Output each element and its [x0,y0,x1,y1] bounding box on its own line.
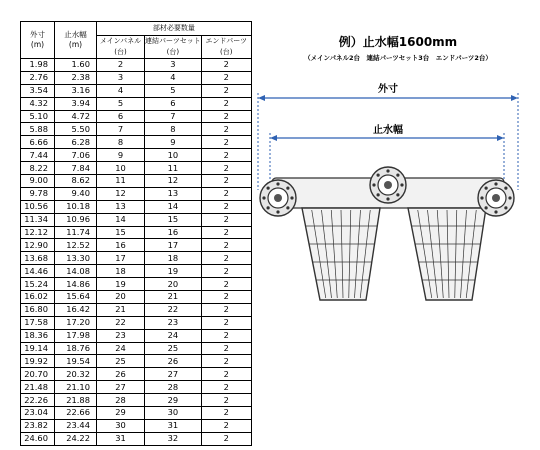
water-width-cell: 20.32 [55,368,97,381]
main-panel-cell: 3 [97,71,145,84]
wheel-bolt [377,174,380,177]
outer-size-cell: 1.98 [21,59,55,72]
water-width-cell: 10.96 [55,213,97,226]
end-parts-cell: 2 [201,59,251,72]
wheel-bolt [508,196,511,199]
main-panel-cell: 31 [97,432,145,445]
wheel-bolt [504,187,507,190]
spec-table-body [21,59,252,446]
end-parts-cell: 2 [201,407,251,420]
end-parts-cell: 2 [201,187,251,200]
outer-size-cell: 9.00 [21,175,55,188]
end-parts-cell: 2 [201,123,251,136]
wheel-bolt [485,187,488,190]
table-row [21,84,252,97]
table-row [21,291,252,304]
connect-set-cell: 13 [145,187,202,200]
table-row [21,432,252,445]
water-width-cell: 10.18 [55,200,97,213]
end-parts-cell: 2 [201,226,251,239]
end-parts-cell: 2 [201,316,251,329]
main-panel-cell: 17 [97,252,145,265]
connect-set-cell: 7 [145,110,202,123]
outer-size-cell: 14.46 [21,265,55,278]
end-parts-cell: 2 [201,291,251,304]
outer-size-cell: 5.10 [21,110,55,123]
connect-set-header-label: 連結パーツセット [145,37,201,45]
table-row [21,213,252,226]
connect-set-cell: 27 [145,368,202,381]
wheel-bolt [377,193,380,196]
end-parts-cell: 2 [201,175,251,188]
water-width-cell: 6.28 [55,136,97,149]
wheel-bolt [286,187,289,190]
end-parts-cell: 2 [201,303,251,316]
end-parts-cell: 2 [201,149,251,162]
example-title: 例）止水幅1600mm [338,35,458,49]
table-row [21,97,252,110]
wheel-bolt [372,183,375,186]
main-panel-cell: 5 [97,97,145,110]
water-width-cell: 15.64 [55,291,97,304]
connect-set-cell: 9 [145,136,202,149]
connect-set-cell: 28 [145,381,202,394]
main-panel-cell: 4 [97,84,145,97]
connect-set-cell: 25 [145,342,202,355]
water-width-cell: 13.30 [55,252,97,265]
main-panel-cell: 6 [97,110,145,123]
outer-size-cell: 11.34 [21,213,55,226]
water-width-cell: 17.20 [55,316,97,329]
outer-size-cell: 12.90 [21,239,55,252]
main-panel-cell: 2 [97,59,145,72]
water-width-header-unit: (m) [68,40,83,49]
main-panel-cell: 19 [97,278,145,291]
barrier-drawing [250,30,540,330]
outer-size-cell: 13.68 [21,252,55,265]
spec-table [20,21,252,446]
table-row [21,252,252,265]
table-row [21,149,252,162]
table-row [21,407,252,420]
arrow-right [511,95,518,101]
outer-size-label: 外寸 [378,84,398,95]
table-row [21,394,252,407]
main-panel-header-unit: (台) [114,48,127,56]
water-width-cell: 7.84 [55,162,97,175]
main-panel-cell: 20 [97,291,145,304]
connect-set-cell: 19 [145,265,202,278]
main-panel-cell: 22 [97,316,145,329]
connect-set-cell: 11 [145,162,202,175]
connect-set-header-unit: (台) [166,48,180,56]
arrow-right [497,135,504,141]
end-parts-cell: 2 [201,342,251,355]
table-row [21,239,252,252]
outer-size-cell: 22.26 [21,394,55,407]
hinge-bolt [492,194,500,202]
outer-size-cell: 23.82 [21,419,55,432]
outer-size-cell: 10.56 [21,200,55,213]
table-row [21,355,252,368]
outer-size-cell: 8.22 [21,162,55,175]
main-panel-cell: 12 [97,187,145,200]
end-parts-header-label: エンドパーツ [205,37,248,45]
wheel-bolt [290,196,293,199]
water-width-cell: 1.60 [55,59,97,72]
end-parts-cell: 2 [201,239,251,252]
main-panel-cell: 23 [97,329,145,342]
outer-size-cell: 23.04 [21,407,55,420]
connect-set-cell: 12 [145,175,202,188]
outer-size-header-unit: (m) [30,40,45,49]
table-row [21,59,252,72]
wheel-bolt [504,206,507,209]
hinge-bolt [274,194,282,202]
required-parts-header: 部材必要数量 [97,22,252,36]
table-row [21,110,252,123]
water-width-cell: 8.62 [55,175,97,188]
outer-size-cell: 19.92 [21,355,55,368]
main-panel-header [97,36,145,59]
table-row [21,162,252,175]
outer-size-cell: 20.70 [21,368,55,381]
connect-set-cell: 8 [145,123,202,136]
water-width-header-label: 止水幅 [64,30,87,39]
main-panel-cell: 11 [97,175,145,188]
connect-set-cell: 22 [145,303,202,316]
water-width-cell: 14.86 [55,278,97,291]
water-width-cell: 19.54 [55,355,97,368]
wheel-bolt [396,174,399,177]
table-row [21,419,252,432]
end-parts-cell: 2 [201,278,251,291]
end-parts-header-unit: (台) [220,48,233,56]
main-panel-cell: 13 [97,200,145,213]
wheel-bolt [386,169,389,172]
water-width-cell: 24.22 [55,432,97,445]
outer-size-cell: 9.78 [21,187,55,200]
connect-set-cell: 14 [145,200,202,213]
wheel-bolt [485,206,488,209]
table-row [21,136,252,149]
main-panel-cell: 18 [97,265,145,278]
arrow-left [270,135,277,141]
water-width-cell: 12.52 [55,239,97,252]
water-width-cell: 22.66 [55,407,97,420]
wheel-bolt [276,210,279,213]
connect-set-cell: 17 [145,239,202,252]
water-width-cell: 17.98 [55,329,97,342]
connect-set-cell: 24 [145,329,202,342]
outer-size-cell: 19.14 [21,342,55,355]
example-subtitle: （メインパネル2台 連結パーツセット3台 エンドパーツ2台） [304,54,492,62]
water-width-cell: 21.10 [55,381,97,394]
end-parts-cell: 2 [201,252,251,265]
water-width-cell: 11.74 [55,226,97,239]
arrow-left [258,95,265,101]
water-width-cell: 3.94 [55,97,97,110]
table-row [21,381,252,394]
table-row [21,265,252,278]
end-parts-cell: 2 [201,200,251,213]
outer-size-cell: 12.12 [21,226,55,239]
main-panel-cell: 24 [97,342,145,355]
wheel-bolt [400,183,403,186]
connect-set-cell: 4 [145,71,202,84]
connect-set-cell: 31 [145,419,202,432]
main-panel-cell: 9 [97,149,145,162]
table-row [21,278,252,291]
water-width-cell: 2.38 [55,71,97,84]
connect-set-cell: 5 [145,84,202,97]
table-row [21,123,252,136]
table-row [21,303,252,316]
end-parts-cell: 2 [201,419,251,432]
main-panel-cell: 14 [97,213,145,226]
outer-size-cell: 16.80 [21,303,55,316]
connect-set-cell: 6 [145,97,202,110]
water-width-cell: 7.06 [55,149,97,162]
connect-set-header [145,36,202,59]
connect-set-cell: 18 [145,252,202,265]
end-parts-cell: 2 [201,213,251,226]
water-width-cell: 9.40 [55,187,97,200]
outer-size-cell: 18.36 [21,329,55,342]
outer-size-cell: 16.02 [21,291,55,304]
main-panel-cell: 16 [97,239,145,252]
end-parts-cell: 2 [201,368,251,381]
end-parts-cell: 2 [201,84,251,97]
end-parts-cell: 2 [201,162,251,175]
outer-size-cell: 24.60 [21,432,55,445]
outer-size-cell: 7.44 [21,149,55,162]
table-row [21,316,252,329]
table-row [21,71,252,84]
table-row [21,368,252,381]
main-panel-header-label: メインパネル [99,37,142,45]
end-parts-cell: 2 [201,136,251,149]
connect-set-cell: 29 [145,394,202,407]
connect-set-cell: 21 [145,291,202,304]
water-width-cell: 16.42 [55,303,97,316]
wheel-bolt [494,182,497,185]
table-row [21,200,252,213]
water-width-cell: 23.44 [55,419,97,432]
barrier-panels [260,167,514,300]
connect-set-cell: 26 [145,355,202,368]
main-panel-cell: 8 [97,136,145,149]
water-width-label: 止水幅 [373,125,403,136]
connect-set-cell: 23 [145,316,202,329]
main-panel-cell: 26 [97,368,145,381]
wheel-bolt [286,206,289,209]
wheel-bolt [396,193,399,196]
connect-set-cell: 30 [145,407,202,420]
table-row [21,187,252,200]
table-row [21,226,252,239]
outer-size-header-label: 外寸 [30,30,45,39]
main-panel-cell: 27 [97,381,145,394]
end-parts-cell: 2 [201,394,251,407]
outer-size-cell: 2.76 [21,71,55,84]
connect-set-cell: 16 [145,226,202,239]
table-row [21,175,252,188]
end-parts-cell: 2 [201,97,251,110]
end-parts-cell: 2 [201,355,251,368]
wheel-bolt [494,210,497,213]
end-parts-cell: 2 [201,329,251,342]
main-panel-cell: 7 [97,123,145,136]
water-width-cell: 3.16 [55,84,97,97]
connect-set-cell: 15 [145,213,202,226]
main-panel-cell: 21 [97,303,145,316]
wheel-bolt [267,187,270,190]
outer-size-cell: 17.58 [21,316,55,329]
main-panel-cell: 10 [97,162,145,175]
main-panel-cell: 30 [97,419,145,432]
connect-set-cell: 32 [145,432,202,445]
hinge-bolt [384,181,392,189]
end-parts-cell: 2 [201,432,251,445]
main-panel-cell: 15 [97,226,145,239]
wheel-bolt [262,196,265,199]
connect-set-cell: 3 [145,59,202,72]
outer-size-cell: 15.24 [21,278,55,291]
end-parts-cell: 2 [201,265,251,278]
end-parts-cell: 2 [201,110,251,123]
outer-size-cell: 21.48 [21,381,55,394]
outer-size-cell: 4.32 [21,97,55,110]
example-diagram [250,30,540,330]
table-row [21,329,252,342]
connect-set-cell: 20 [145,278,202,291]
water-width-cell: 14.08 [55,265,97,278]
water-width-header [55,22,97,59]
main-panel-cell: 25 [97,355,145,368]
water-width-cell: 4.72 [55,110,97,123]
end-parts-cell: 2 [201,381,251,394]
wheel-bolt [480,196,483,199]
outer-size-cell: 3.54 [21,84,55,97]
end-parts-header [201,36,251,59]
outer-size-cell: 5.88 [21,123,55,136]
outer-size-header [21,22,55,59]
wheel-bolt [276,182,279,185]
water-width-cell: 18.76 [55,342,97,355]
end-parts-cell: 2 [201,71,251,84]
wheel-bolt [267,206,270,209]
table-row [21,342,252,355]
outer-size-cell: 6.66 [21,136,55,149]
wheel-bolt [386,197,389,200]
water-width-cell: 21.88 [55,394,97,407]
water-width-cell: 5.50 [55,123,97,136]
connect-set-cell: 10 [145,149,202,162]
main-panel-cell: 29 [97,407,145,420]
main-panel-cell: 28 [97,394,145,407]
